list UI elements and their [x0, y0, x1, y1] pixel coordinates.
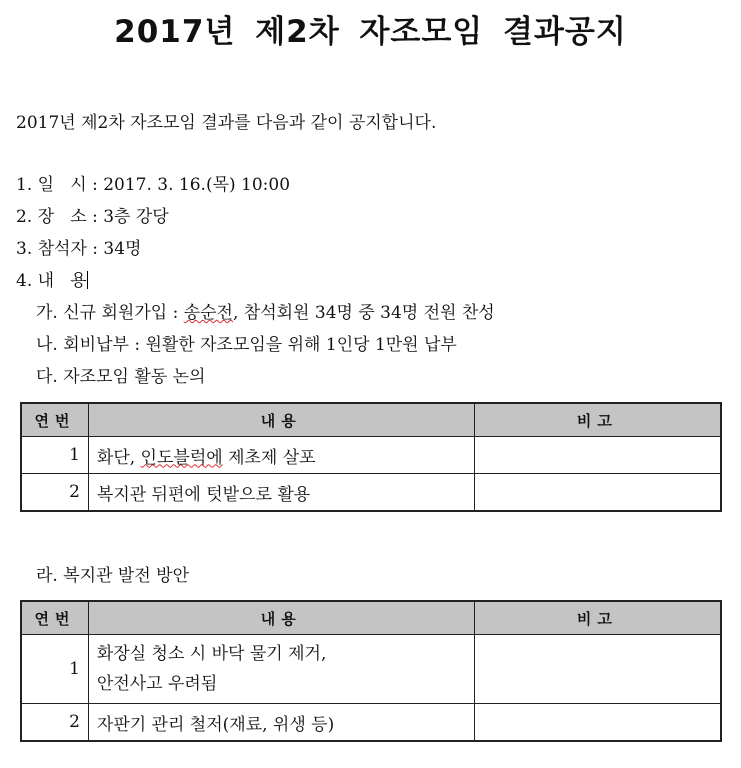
row-note — [474, 474, 721, 512]
row-content-line: 화장실 청소 시 바닥 물기 제거, — [96, 644, 327, 664]
row-content: 복지관 뒤편에 텃밭으로 활용 — [88, 474, 474, 512]
intro-text: 2017년 제2차 자조모임 결과를 다음과 같이 공지합니다. — [16, 113, 437, 133]
header-no: 연번 — [21, 403, 88, 437]
text-cursor — [87, 271, 88, 289]
row-content-part: 화단, — [96, 447, 141, 468]
row-content-line: 안전사고 우려됨 — [96, 674, 218, 694]
item-content-label: 4. 내 용 — [16, 271, 87, 291]
row-no: 2 — [21, 704, 88, 742]
row-content-part: 인도블럭에 — [140, 447, 223, 468]
activity-table — [20, 402, 722, 512]
table-header-row — [21, 601, 721, 635]
header-note: 비고 — [474, 601, 721, 635]
header-note: 비고 — [474, 403, 721, 437]
new-member-name: 송순전 — [183, 303, 233, 323]
item-place: 2. 장 소 : 3층 강당 — [16, 207, 169, 227]
improvement-table — [20, 600, 722, 742]
row-content-part: 제초제 살포 — [222, 447, 316, 468]
sub-item-a-rest: , 참석회원 34명 중 34명 전원 찬성 — [232, 303, 495, 323]
sub-item-c: 다. 자조모임 활동 논의 — [36, 367, 206, 387]
table-header-row — [21, 403, 721, 437]
sub-item-b: 나. 회비납부 : 원활한 자조모임을 위해 1인당 1만원 납부 — [36, 335, 457, 355]
sub-item-a-label: 가. 신규 회원가입 : — [36, 303, 184, 323]
table-row — [21, 635, 721, 704]
row-note — [474, 704, 721, 742]
table-row — [21, 437, 721, 474]
row-content — [88, 437, 474, 474]
header-content: 내용 — [88, 601, 474, 635]
row-content — [88, 635, 474, 704]
row-content: 자판기 관리 철저(재료, 위생 등) — [88, 704, 474, 742]
sub-item-d: 라. 복지관 발전 방안 — [36, 566, 189, 586]
row-no: 1 — [21, 635, 88, 704]
table-row — [21, 704, 721, 742]
sub-item-a — [36, 302, 495, 324]
header-content: 내용 — [88, 403, 474, 437]
row-note — [474, 635, 721, 704]
page-title: 2017년 제2차 자조모임 결과공지 — [114, 14, 627, 50]
item-date: 1. 일 시 : 2017. 3. 16.(목) 10:00 — [16, 175, 291, 195]
row-no: 2 — [21, 474, 88, 512]
item-attendees: 3. 참석자 : 34명 — [16, 239, 142, 259]
item-content — [16, 270, 88, 292]
header-no: 연번 — [21, 601, 88, 635]
row-no: 1 — [21, 437, 88, 474]
table-row — [21, 474, 721, 512]
row-note — [474, 437, 721, 474]
